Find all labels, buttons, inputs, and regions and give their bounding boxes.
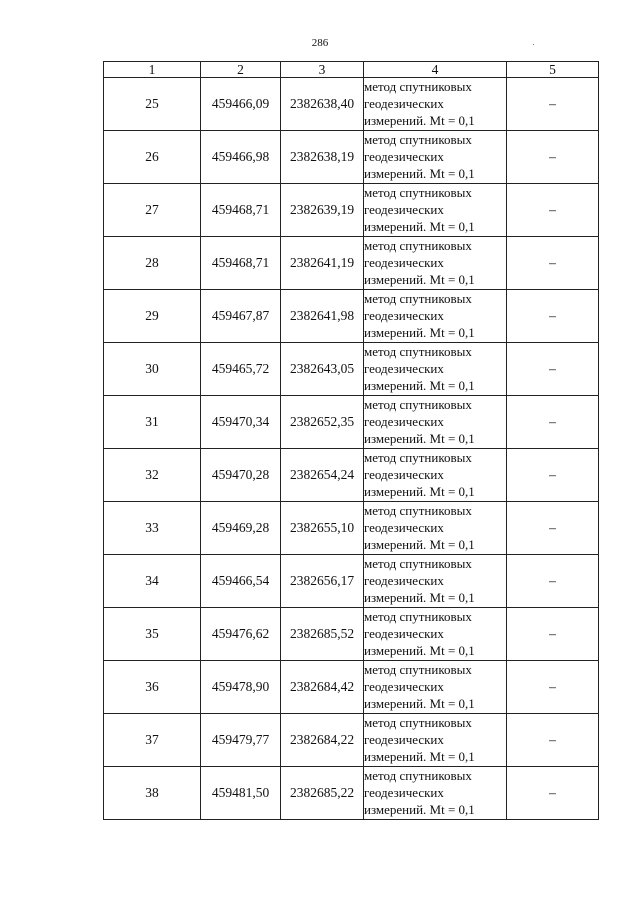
method-cell [364,290,507,343]
table-row [104,237,599,290]
point-number-cell: 34 [104,555,201,608]
method-line: измерений. Mt = 0,1 [364,749,475,764]
table-row [104,714,599,767]
column-header-5: 5 [507,62,599,78]
table-row [104,184,599,237]
note-cell: – [507,396,599,449]
x-coordinate-cell: 459469,28 [201,502,281,555]
method-cell [364,502,507,555]
method-line: измерений. Mt = 0,1 [364,802,475,817]
y-coordinate-cell: 2382641,19 [281,237,364,290]
method-line: измерений. Mt = 0,1 [364,325,475,340]
note-cell: – [507,184,599,237]
point-number-cell: 38 [104,767,201,820]
note-cell: – [507,608,599,661]
y-coordinate-cell: 2382643,05 [281,343,364,396]
x-coordinate-cell: 459467,87 [201,290,281,343]
y-coordinate-cell: 2382656,17 [281,555,364,608]
table-row [104,449,599,502]
note-cell: – [507,555,599,608]
method-cell [364,131,507,184]
method-line: геодезических [364,520,444,535]
method-line: геодезических [364,202,444,217]
y-coordinate-cell: 2382655,10 [281,502,364,555]
x-coordinate-cell: 459481,50 [201,767,281,820]
method-cell [364,608,507,661]
method-line: геодезических [364,785,444,800]
x-coordinate-cell: 459468,71 [201,184,281,237]
note-cell: – [507,131,599,184]
y-coordinate-cell: 2382638,19 [281,131,364,184]
table-header-row [104,62,599,78]
table-row [104,131,599,184]
table-row [104,78,599,131]
y-coordinate-cell: 2382652,35 [281,396,364,449]
table-body [104,78,599,820]
table-row [104,502,599,555]
method-line: метод спутниковых [364,397,472,412]
x-coordinate-cell: 459476,62 [201,608,281,661]
x-coordinate-cell: 459466,98 [201,131,281,184]
method-line: геодезических [364,255,444,270]
y-coordinate-cell: 2382654,24 [281,449,364,502]
y-coordinate-cell: 2382641,98 [281,290,364,343]
method-line: геодезических [364,679,444,694]
column-header-3: 3 [281,62,364,78]
method-line: метод спутниковых [364,768,472,783]
table-row [104,290,599,343]
point-number-cell: 36 [104,661,201,714]
method-line: метод спутниковых [364,79,472,94]
x-coordinate-cell: 459466,09 [201,78,281,131]
x-coordinate-cell: 459466,54 [201,555,281,608]
method-line: измерений. Mt = 0,1 [364,484,475,499]
column-header-1: 1 [104,62,201,78]
method-line: измерений. Mt = 0,1 [364,537,475,552]
method-cell [364,343,507,396]
method-line: измерений. Mt = 0,1 [364,219,475,234]
y-coordinate-cell: 2382685,52 [281,608,364,661]
method-line: измерений. Mt = 0,1 [364,378,475,393]
note-cell: – [507,343,599,396]
point-number-cell: 27 [104,184,201,237]
note-cell: – [507,661,599,714]
method-line: метод спутниковых [364,609,472,624]
method-line: измерений. Mt = 0,1 [364,431,475,446]
table-row [104,343,599,396]
method-line: метод спутниковых [364,715,472,730]
method-line: геодезических [364,626,444,641]
method-line: измерений. Mt = 0,1 [364,166,475,181]
point-number-cell: 37 [104,714,201,767]
method-cell [364,555,507,608]
point-number-cell: 32 [104,449,201,502]
point-number-cell: 33 [104,502,201,555]
y-coordinate-cell: 2382684,22 [281,714,364,767]
x-coordinate-cell: 459479,77 [201,714,281,767]
method-line: геодезических [364,573,444,588]
method-line: метод спутниковых [364,291,472,306]
x-coordinate-cell: 459478,90 [201,661,281,714]
method-line: измерений. Mt = 0,1 [364,113,475,128]
page-number: 286 [311,37,329,49]
method-cell [364,396,507,449]
point-number-cell: 35 [104,608,201,661]
coordinates-table [103,61,599,820]
scan-speck [533,44,534,45]
y-coordinate-cell: 2382685,22 [281,767,364,820]
method-line: геодезических [364,149,444,164]
method-line: метод спутниковых [364,238,472,253]
point-number-cell: 28 [104,237,201,290]
method-line: геодезических [364,732,444,747]
x-coordinate-cell: 459468,71 [201,237,281,290]
method-line: метод спутниковых [364,344,472,359]
note-cell: – [507,78,599,131]
method-line: измерений. Mt = 0,1 [364,696,475,711]
point-number-cell: 29 [104,290,201,343]
method-cell [364,237,507,290]
table-row [104,555,599,608]
point-number-cell: 25 [104,78,201,131]
y-coordinate-cell: 2382684,42 [281,661,364,714]
method-line: геодезических [364,96,444,111]
note-cell: – [507,290,599,343]
method-cell [364,78,507,131]
point-number-cell: 31 [104,396,201,449]
column-header-2: 2 [201,62,281,78]
method-line: измерений. Mt = 0,1 [364,643,475,658]
y-coordinate-cell: 2382639,19 [281,184,364,237]
method-line: измерений. Mt = 0,1 [364,590,475,605]
method-line: геодезических [364,414,444,429]
table-row [104,608,599,661]
table-row [104,767,599,820]
method-cell [364,449,507,502]
note-cell: – [507,767,599,820]
method-line: метод спутниковых [364,556,472,571]
method-line: измерений. Mt = 0,1 [364,272,475,287]
x-coordinate-cell: 459470,28 [201,449,281,502]
method-cell [364,767,507,820]
method-cell [364,184,507,237]
method-line: метод спутниковых [364,132,472,147]
method-line: геодезических [364,361,444,376]
method-line: геодезических [364,308,444,323]
table-row [104,661,599,714]
note-cell: – [507,237,599,290]
method-line: геодезических [364,467,444,482]
note-cell: – [507,449,599,502]
note-cell: – [507,714,599,767]
method-line: метод спутниковых [364,662,472,677]
method-line: метод спутниковых [364,450,472,465]
column-header-4: 4 [364,62,507,78]
point-number-cell: 30 [104,343,201,396]
table-row [104,396,599,449]
note-cell: – [507,502,599,555]
method-line: метод спутниковых [364,185,472,200]
y-coordinate-cell: 2382638,40 [281,78,364,131]
method-cell [364,714,507,767]
method-cell [364,661,507,714]
x-coordinate-cell: 459465,72 [201,343,281,396]
method-line: метод спутниковых [364,503,472,518]
point-number-cell: 26 [104,131,201,184]
x-coordinate-cell: 459470,34 [201,396,281,449]
